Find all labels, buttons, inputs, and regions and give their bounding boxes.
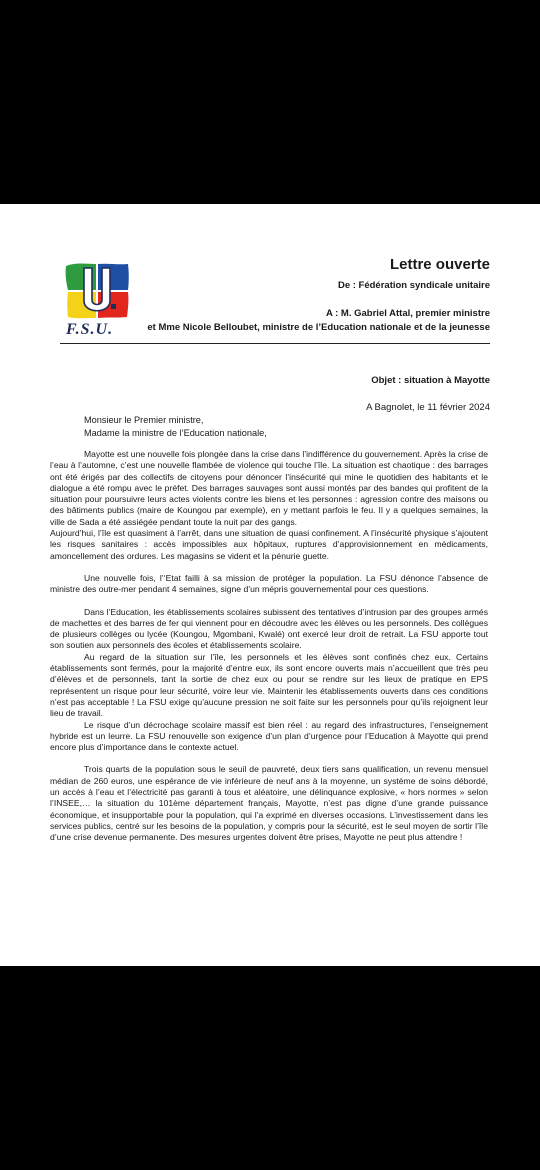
paragraph-5: Au regard de la situation sur l’île, les personnels et les élèves sont confinés chez eux. Certains établissements sont fermés, pour la majorité d’entre eux, ils sont encore ouverts mais n’accueillent que très peu d’élèves et de personnels, tant la sortie de chez eux ou pour se rendre sur les lieux de pratique en EPS représentent un risque pour leur sécurité, voire leur vie. Maintenir les établissements ouverts dans ces conditions n’est pas acceptable ! La FSU exige qu’aucune pression ne soit faite sur les personnels pour qu’ils rejoignent leur lieu de travail.	[50, 651, 488, 719]
letter-title: Lettre ouverte	[389, 256, 490, 273]
paragraph-4: Dans l’Education, les établissements scolaires subissent des tentatives d’intrusion par des groupes armés de machettes et des barres de fer qui viennent pour en découdre avec les élèves ou les personnels. Des collègues de plusieurs collèges ou lycée (Koungou, Mgombani, Kwalé) ont exercé leur droit de retrait. La FSU apporte tout son soutien aux personnels des écoles et établissements scolaire.	[50, 606, 488, 651]
salutation-line-2: Madame la ministre de l’Education nationale,	[84, 428, 267, 438]
paragraph-6: Le risque d’un décrochage scolaire massif est bien réel : au regard des infrastructures, l’enseignement hybride est un leurre. La FSU renouvelle son exigence d’un plan d’urgence pour l’Education à Mayotte qui prend encore plus d’importance dans le contexte actuel.	[50, 719, 488, 753]
date-line: A Bagnolet, le 11 février 2024	[366, 402, 490, 413]
recipient-line-2: et Mme Nicole Belloubet, ministre de l’Education nationale et de la jeunesse	[147, 322, 490, 333]
salutation-line-1: Monsieur le Premier ministre,	[84, 415, 204, 425]
sender-line: De : Fédération syndicale unitaire	[337, 280, 490, 291]
subject-line: Objet : situation à Mayotte	[371, 375, 490, 386]
salutation	[84, 414, 267, 440]
letter-body	[50, 449, 488, 844]
letter-page	[0, 204, 540, 966]
paragraph-3: Une nouvelle fois, l’‘Etat failli à sa mission de protéger la population. La FSU dénonce l’absence de ministre des outre-mer pendant 4 semaines, signe d’un mépris gouvernemental pour ces questions.	[50, 572, 488, 595]
paragraph-1: Mayotte est une nouvelle fois plongée dans la crise dans l’indifférence du gouvernement. Après la crise de l’eau à l’automne, c’est une nouvelle flambée de violence qui touche l’île. La situation est chaotique : des barrages ont été érigés par des collectifs de citoyens pour dénoncer l’insécurité qui mine le quotidien des habitants et le dialogue a été rompu avec le préfet. Des barrages sauvages sont aussi montés par des bandes qui profitent de la situation pour poursuivre leurs actes violents contre les biens et les personnes : agression contre des maisons ou des bâtiments publics (maire de Koungou par exemple), en y mettant parfois le feu. Il y a quelques semaines, la ville de Sada a été assiégée pendant toute la nuit par des gangs.	[50, 449, 488, 527]
paragraph-7: Trois quarts de la population sous le seuil de pauvreté, deux tiers sans qualification, un revenu mensuel médian de 260 euros, une espérance de vie inférieure de neuf ans à la moyenne, un système de soins débordé, un accès à l’eau et l’électricité pas garanti à tous et aléatoire, une délinquance explosive, « hors normes » selon l’INSEE,… la situation du 101ème département français, Mayotte, n’est pas digne d’une grande puissance économique, et insupportable pour la population, qui l’a exprimé en diverses occasions. L’investissement dans les services publics, centré sur les besoins de la population, y compris pour la sécurité, est le seul moyen de sortir l’île d’une crise devenue permanente. Des mesures urgentes doivent être prises, Mayotte ne peut plus attendre !	[50, 764, 488, 843]
recipient-line-1: A : M. Gabriel Attal, premier ministre	[325, 308, 490, 319]
logo-text: F.S.U.	[66, 321, 114, 338]
paragraph-2: Aujourd’hui, l’île est quasiment à l’arrêt, dans une situation de quasi confinement. A l’insécurité physique s’ajoutent les risques sanitaires : accès impossibles aux hôpitaux, ruptures d’approvisionnement en médicaments, amoncellement des ordures. Les magasins se vident et la pénurie guette.	[50, 528, 488, 561]
header-divider	[60, 343, 490, 344]
